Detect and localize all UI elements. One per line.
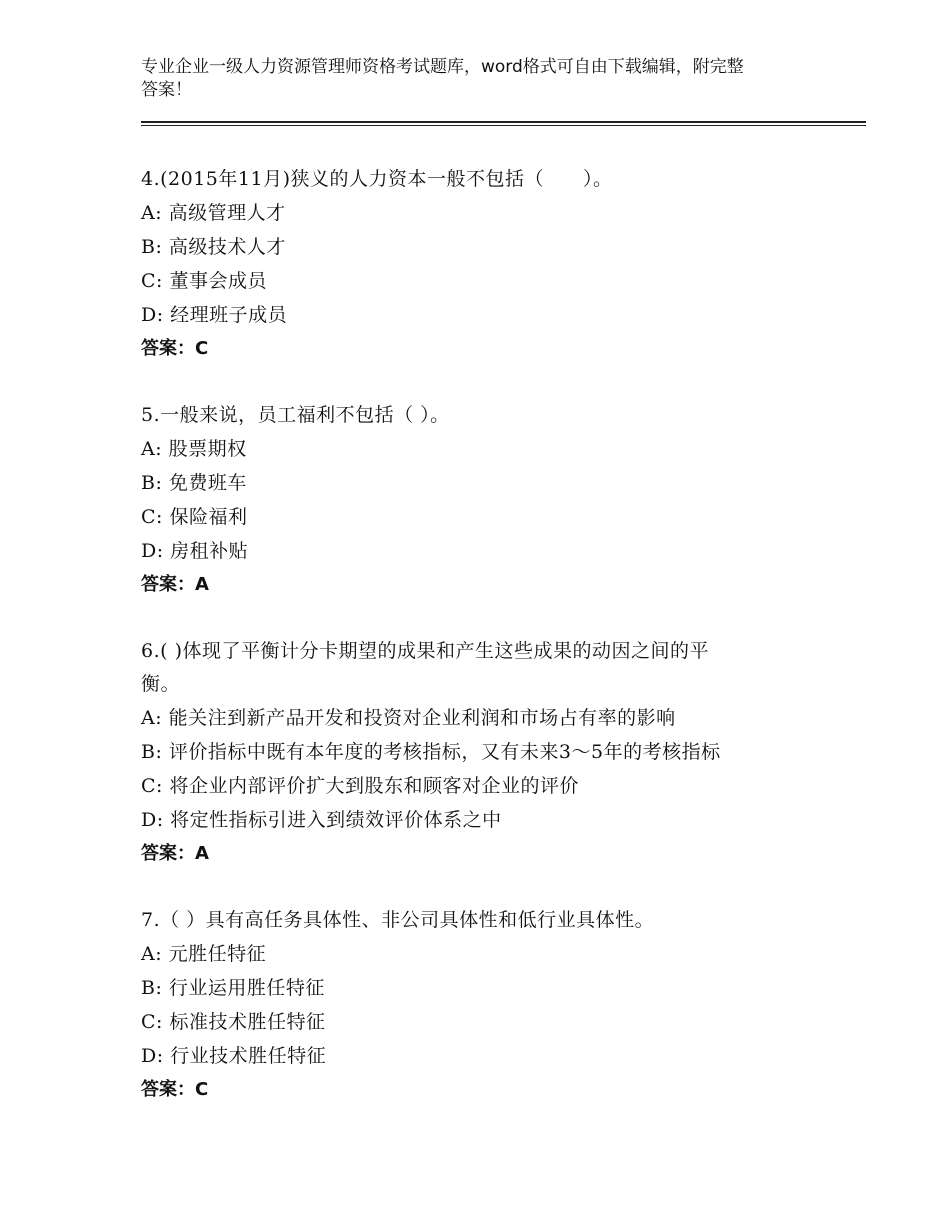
document-header: [141, 56, 821, 102]
question-text: 6.( )体现了平衡计分卡期望的成果和产生这些成果的动因之间的平: [141, 640, 709, 662]
option-b: B: 行业运用胜任特征: [141, 977, 325, 999]
option-a: A: 股票期权: [141, 438, 247, 460]
question-text: 4.(2015年11月)狭义的人力资本一般不包括（ ）。: [141, 168, 613, 190]
question-list: [141, 163, 841, 1107]
question-7: [141, 904, 841, 1107]
option-b: B: 免费班车: [141, 472, 247, 494]
question-text: 5.一般来说，员工福利不包括（ ）。: [141, 404, 450, 426]
option-b: B: 评价指标中既有本年度的考核指标，又有未来3～5年的考核指标: [141, 741, 721, 763]
option-d: D: 经理班子成员: [141, 304, 288, 326]
option-c: C: 标准技术胜任特征: [141, 1011, 326, 1033]
option-d: D: 将定性指标引进入到绩效评价体系之中: [141, 809, 502, 831]
header-line-1: 专业企业一级人力资源管理师资格考试题库，word格式可自由下载编辑，附完整: [141, 57, 744, 77]
answer: 答案：C: [141, 338, 209, 359]
answer: 答案：A: [141, 574, 209, 595]
option-b: B: 高级技术人才: [141, 236, 286, 258]
option-d: D: 行业技术胜任特征: [141, 1045, 327, 1067]
header-line-2: 答案！: [141, 80, 192, 100]
option-a: A: 高级管理人才: [141, 202, 286, 224]
question-6: [141, 635, 841, 871]
option-c: C: 保险福利: [141, 506, 248, 528]
question-4: [141, 163, 841, 366]
option-c: C: 将企业内部评价扩大到股东和顾客对企业的评价: [141, 775, 579, 797]
option-a: A: 元胜任特征: [141, 943, 267, 965]
answer: 答案：C: [141, 1079, 209, 1100]
question-text: 7.（ ）具有高任务具体性、非公司具体性和低行业具体性。: [141, 909, 655, 931]
question-text-continued: 衡。: [141, 673, 181, 695]
option-a: A: 能关注到新产品开发和投资对企业利润和市场占有率的影响: [141, 707, 676, 729]
answer: 答案：A: [141, 843, 209, 864]
question-5: [141, 399, 841, 602]
header-divider-thin: [141, 125, 866, 126]
option-c: C: 董事会成员: [141, 270, 267, 292]
header-divider-thick: [141, 121, 866, 123]
option-d: D: 房租补贴: [141, 540, 249, 562]
